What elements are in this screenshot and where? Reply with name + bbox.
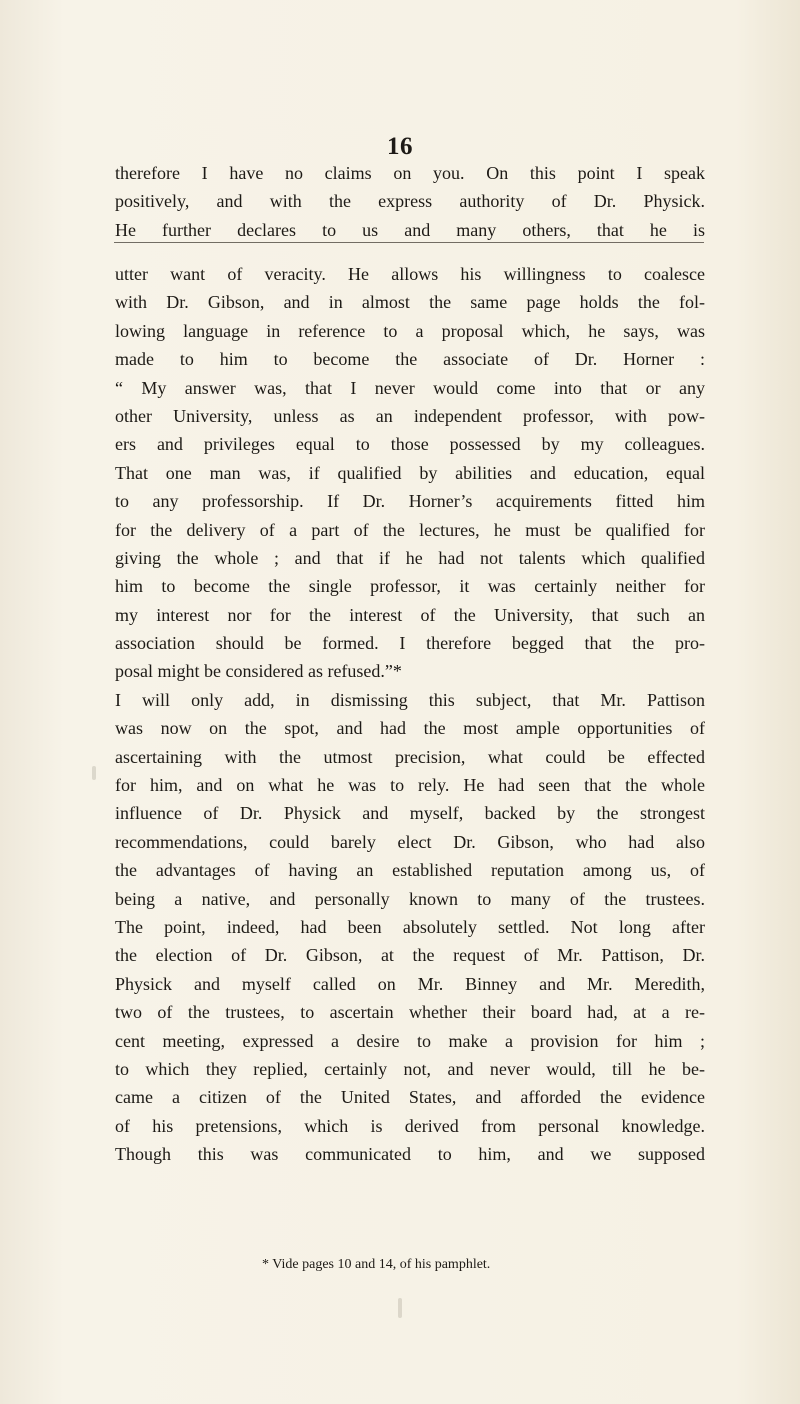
text-line: recommendations, could barely elect Dr. Gibson, who had also bbox=[115, 831, 705, 852]
text-line: Physick and myself called on Mr. Binney and Mr. Meredith, bbox=[115, 973, 705, 994]
scan-mark bbox=[398, 1298, 402, 1318]
text-line: made to him to become the associate of Dr. Horner : bbox=[115, 349, 705, 370]
text-line: was now on the spot, and had the most ample opportunities of bbox=[115, 718, 705, 739]
scan-mark bbox=[92, 766, 96, 780]
text-line: with Dr. Gibson, and in almost the same page holds the fol- bbox=[115, 292, 705, 313]
text-line: utter want of veracity. He allows his willingness to coalesce bbox=[115, 264, 705, 284]
text-line: He further declares to us and many others, that he is bbox=[115, 219, 705, 240]
text-line: to which they replied, certainly not, and never would, till he be- bbox=[115, 1058, 705, 1079]
text-line: other University, unless as an independent professor, with pow- bbox=[115, 405, 705, 426]
text-line: of his pretensions, which is derived from personal knowledge. bbox=[115, 1115, 705, 1136]
top-text-block bbox=[115, 159, 705, 244]
section-divider bbox=[114, 242, 704, 243]
footnote: * Vide pages 10 and 14, of his pamphlet. bbox=[262, 1257, 491, 1272]
quoted-text-line: “ My answer was, that I never would come into that or any bbox=[115, 377, 705, 398]
page-number: 16 bbox=[387, 133, 413, 160]
text-line: two of the trustees, to ascertain whether their board had, at a re- bbox=[115, 1002, 705, 1023]
text-line: giving the whole ; and that if he had not talents which qualified bbox=[115, 547, 705, 568]
text-line: the advantages of having an established reputation among us, of bbox=[115, 860, 705, 881]
text-line: association should be formed. I therefore begged that the pro- bbox=[115, 633, 705, 654]
text-line: That one man was, if qualified by abilities and education, equal bbox=[115, 462, 705, 483]
text-line: came a citizen of the United States, and afforded the evidence bbox=[115, 1087, 705, 1108]
text-line: ascertaining with the utmost precision, what could be effected bbox=[115, 746, 705, 767]
text-line: posal might be considered as refused.”* bbox=[115, 661, 402, 682]
text-line: therefore I have no claims on you. On this point I speak bbox=[115, 163, 705, 183]
main-text-block bbox=[115, 260, 705, 1169]
text-line: The point, indeed, had been absolutely settled. Not long after bbox=[115, 916, 705, 937]
text-line: the election of Dr. Gibson, at the request of Mr. Pattison, Dr. bbox=[115, 945, 705, 966]
text-line: cent meeting, expressed a desire to make a provision for him ; bbox=[115, 1030, 705, 1051]
text-line: positively, and with the express authority of Dr. Physick. bbox=[115, 191, 705, 212]
text-line: him to become the single professor, it was certainly neither for bbox=[115, 576, 705, 597]
text-line: being a native, and personally known to many of the trustees. bbox=[115, 888, 705, 909]
text-line: influence of Dr. Physick and myself, backed by the strongest bbox=[115, 803, 705, 824]
text-line: ers and privileges equal to those possessed by my colleagues. bbox=[115, 434, 705, 455]
text-line: lowing language in reference to a proposal which, he says, was bbox=[115, 320, 705, 341]
text-line: to any professorship. If Dr. Horner’s acquirements fitted him bbox=[115, 491, 705, 512]
text-line: for the delivery of a part of the lectures, he must be qualified for bbox=[115, 519, 705, 540]
text-line: for him, and on what he was to rely. He had seen that the whole bbox=[115, 775, 705, 796]
text-line: Though this was communicated to him, and we supposed bbox=[115, 1144, 705, 1165]
paragraph-start-line: I will only add, in dismissing this subject, that Mr. Pattison bbox=[115, 689, 705, 710]
text-line: my interest nor for the interest of the University, that such an bbox=[115, 604, 705, 625]
